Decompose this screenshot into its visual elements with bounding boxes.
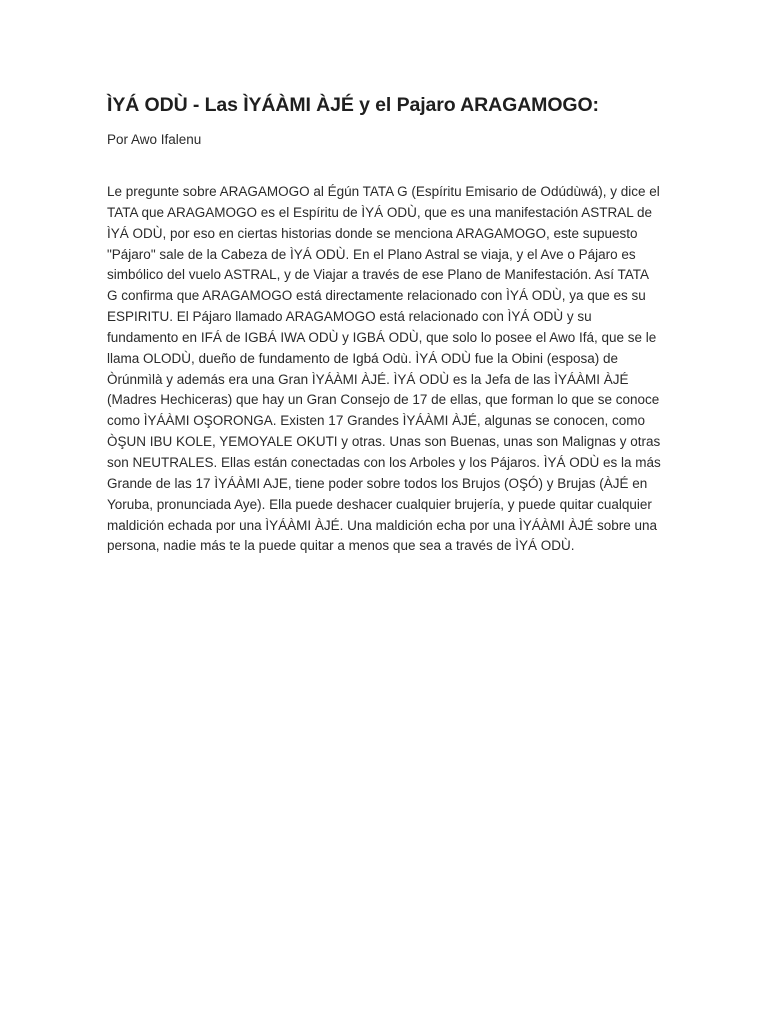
body-paragraph: Le pregunte sobre ARAGAMOGO al Égún TATA G (Espíritu Emisario de Odúdùwá), y dice el TATA que ARAGAMOGO es el Espíritu de ÌYÁ ODÙ, que es una manifestación ASTRAL de ÌYÁ ODÙ, por eso en ciertas historias donde se menciona ARAGAMOGO, este supuesto "Pájaro" sale de la Cabeza de ÌYÁ ODÙ. En el Plano Astral se viaja, y el Ave o Pájaro es simbólico del vuelo ASTRAL, y de Viajar a través de ese Plano de Manifestación. Así TATA G confirma que ARAGAMOGO está directamente relacionado con ÌYÁ ODÙ, ya que es su ESPIRITU. El Pájaro llamado ARAGAMOGO está relacionado con ÌYÁ ODÙ y su fundamento en IFÁ de IGBÁ IWA ODÙ y IGBÁ ODÙ, que solo lo posee el Awo Ifá, que se le llama OLODÙ, dueño de fundamento de Igbá Odù. ÌYÁ ODÙ fue la Obini (esposa) de Òrúnmìlà y además era una Gran ÌYÁÀMI ÀJÉ. ÌYÁ ODÙ es la Jefa de las ÌYÁÀMI ÀJÉ (Madres Hechiceras) que hay un Gran Consejo de 17 de ellas, que forman lo que se conoce como ÌYÁÀMI OŞORONGA. Existen 17 Grandes ÌYÁÀMI ÀJÉ, algunas se conocen, como ÒŞUN IBU KOLE, YEMOYALE OKUTI y otras. Unas son Buenas, unas son Malignas y otras son NEUTRALES. Ellas están conectadas con los Arboles y los Pájaros. ÌYÁ ODÙ es la más Grande de las 17 ÌYÁÀMI AJE, tiene poder sobre todos los Brujos (OŞÓ) y Brujas (ÀJÉ en Yoruba, pronunciada Aye). Ella puede deshacer cualquier brujería, y puede quitar cualquier maldición echada por una ÌYÁÀMI ÀJÉ. Una maldición echa por una ÌYÁÀMI ÀJÉ sobre una persona, nadie más te la puede quitar a menos que sea a través de ÌYÁ ODÙ. [107,184,661,554]
author-byline: Por Awo Ifalenu [107,132,202,147]
document-page [107,92,667,557]
document-title: ÌYÁ ODÙ - Las ÌYÁÀMI ÀJÉ y el Pajaro ARAGAMOGO: [107,94,599,116]
